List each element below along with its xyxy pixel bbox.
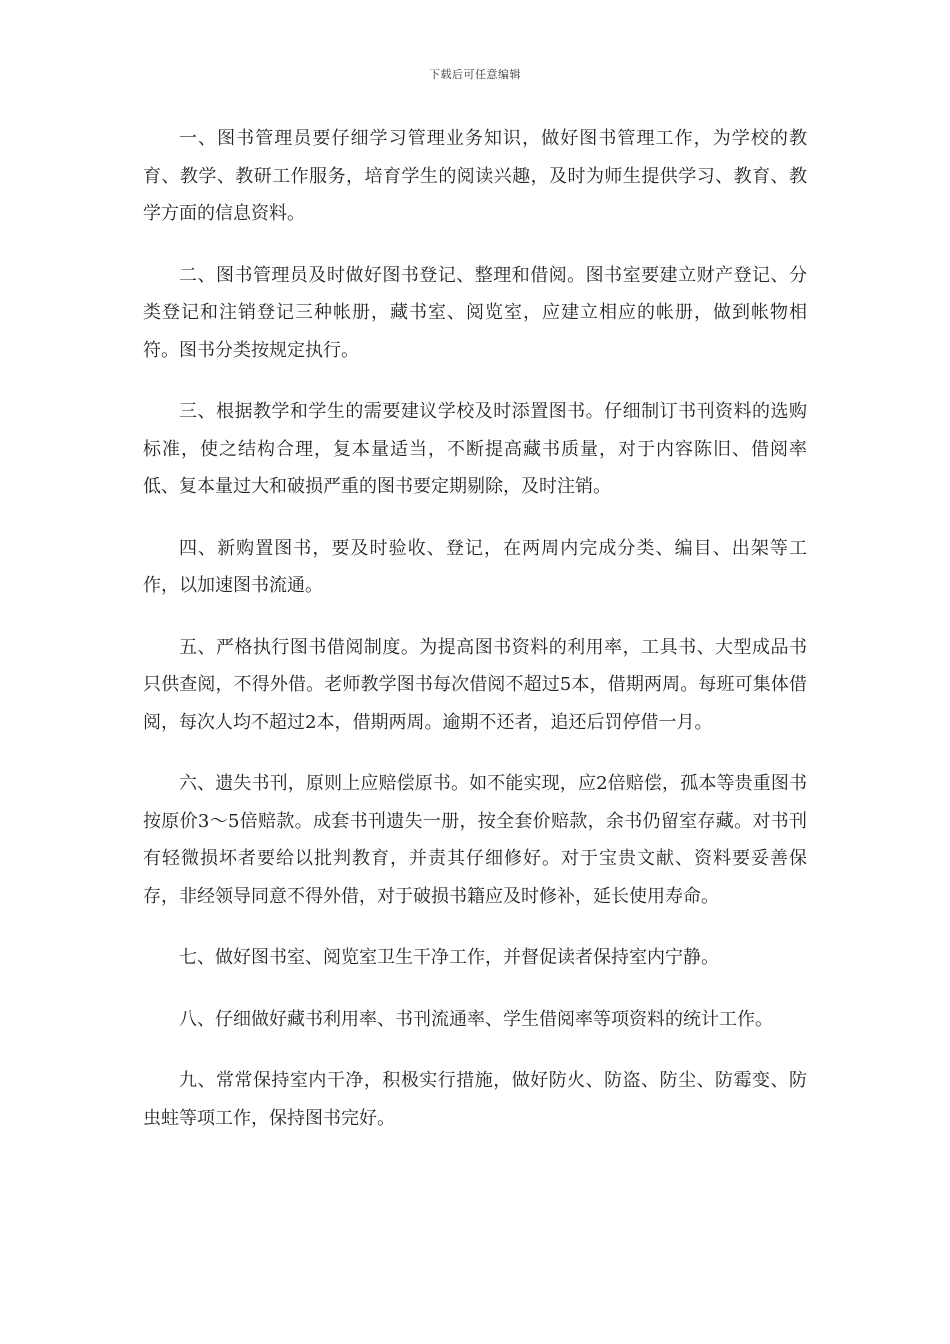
paragraph-1: 一、图书管理员要仔细学习管理业务知识，做好图书管理工作，为学校的教育、教学、教研工作服务，培育学生的阅读兴趣，及时为师生提供学习、教育、教学方面的信息资料。 [143, 128, 807, 224]
paragraph-4: 四、新购置图书，要及时验收、登记，在两周内完成分类、编目、出架等工作，以加速图书流通。 [143, 537, 807, 596]
paragraph-7: 七、做好图书室、阅览室卫生干净工作，并督促读者保持室内宁静。 [179, 947, 719, 968]
paragraph-3: 三、根据教学和学生的需要建议学校及时添置图书。仔细制订书刊资料的选购标准，使之结构合理，复本量适当，不断提高藏书质量，对于内容陈旧、借阅率低、复本量过大和破损严重的图书要定期剔除，及时注销。 [143, 401, 807, 497]
document-body [143, 120, 807, 1161]
paragraph-5: 五、严格执行图书借阅制度。为提高图书资料的利用率，工具书、大型成品书只供查阅，不得外借。老师教学图书每次借阅不超过5本，借期两周。每班可集体借阅，每次人均不超过2本，借期两周。逾期不还者，追还后罚停借一月。 [143, 636, 807, 733]
paragraph-2: 二、图书管理员及时做好图书登记、整理和借阅。图书室要建立财产登记、分类登记和注销登记三种帐册，藏书室、阅览室，应建立相应的帐册，做到帐物相符。图书分类按规定执行。 [143, 264, 807, 361]
header-note: 下载后可任意编辑 [429, 68, 521, 81]
paragraph-9: 九、常常保持室内干净，积极实行措施，做好防火、防盗、防尘、防霉变、防虫蛀等项工作，保持图书完好。 [143, 1070, 807, 1129]
paragraph-8: 八、仔细做好藏书利用率、书刊流通率、学生借阅率等项资料的统计工作。 [179, 1008, 773, 1030]
paragraph-6: 六、遗失书刊，原则上应赔偿原书。如不能实现，应2倍赔偿，孤本等贵重图书按原价3～5倍赔款。成套书刊遗失一册，按全套价赔款，余书仍留室存藏。对书刊有轻微损坏者要给以批判教育，并责其仔细修好。对于宝贵文献、资料要妥善保存，非经领导同意不得外借，对于破损书籍应及时修补，延长使用寿命。 [143, 773, 807, 907]
